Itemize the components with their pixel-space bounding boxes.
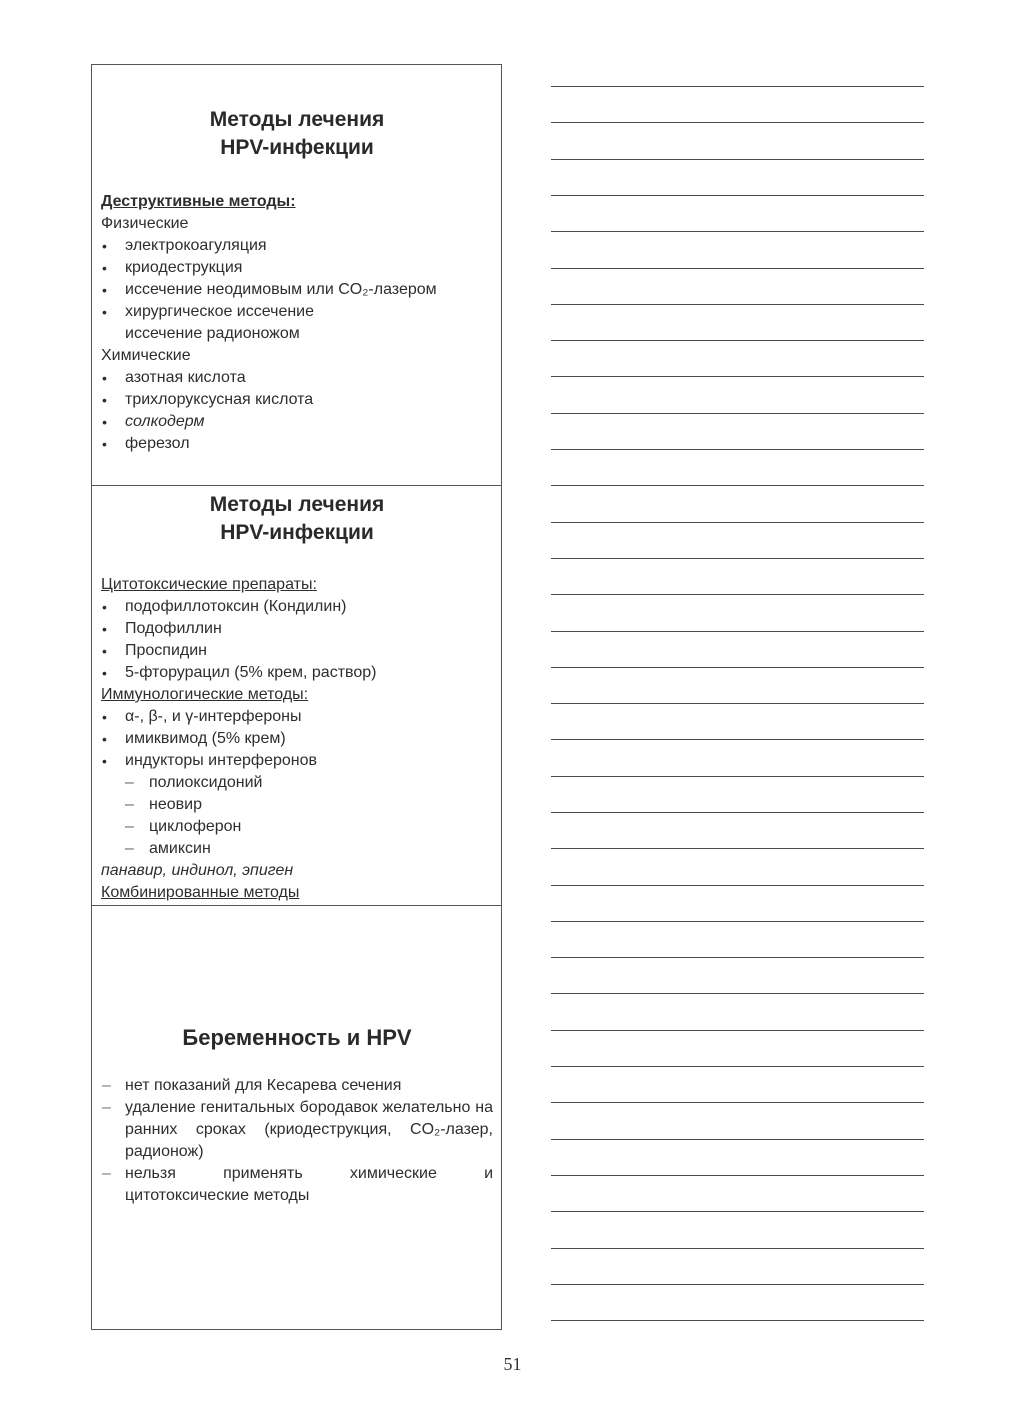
- note-line: [551, 1139, 924, 1140]
- destructive-heading: Деструктивные методы:: [101, 193, 296, 210]
- page-number: 51: [503, 1354, 522, 1374]
- note-line: [551, 195, 924, 196]
- chemical-list: [101, 367, 493, 455]
- list-item: • индукторы интерферонов: [101, 750, 493, 772]
- note-line: [551, 993, 924, 994]
- note-line: [551, 159, 924, 160]
- slide-title: [101, 106, 493, 162]
- slide-title: Беременность и HPV: [182, 1025, 412, 1050]
- physical-extra: иссечение радионожом: [125, 325, 300, 342]
- list-item: – удаление генитальных бородавок желательно на ранних сроках (криодеструкция, CO₂-лазер, радионож): [101, 1097, 493, 1163]
- note-line: [551, 231, 924, 232]
- list-item: • криодеструкция: [101, 257, 493, 279]
- physical-list: [101, 235, 493, 323]
- immuno-list: [101, 706, 493, 772]
- list-item: • хирургическое иссечение: [101, 301, 493, 323]
- slide-treatment-methods-1: [92, 65, 501, 486]
- list-item: • ферезол: [101, 433, 493, 455]
- note-line: [551, 340, 924, 341]
- list-item: – циклоферон: [125, 816, 493, 838]
- chemical-label: Химические: [101, 347, 191, 364]
- note-line: [551, 703, 924, 704]
- note-line: [551, 86, 924, 87]
- title-line-2: HPV-инфекции: [220, 521, 374, 544]
- cytotoxic-list: [101, 596, 493, 684]
- list-item: • электрокоагуляция: [101, 235, 493, 257]
- note-line: [551, 558, 924, 559]
- note-line: [551, 1030, 924, 1031]
- note-line: [551, 957, 924, 958]
- note-line: [551, 522, 924, 523]
- list-item: • азотная кислота: [101, 367, 493, 389]
- note-line: [551, 1320, 924, 1321]
- list-item: • солкодерм: [101, 411, 493, 433]
- cytotoxic-heading: Цитотоксические препараты:: [101, 576, 317, 593]
- note-line: [551, 776, 924, 777]
- slide-title: [101, 491, 493, 547]
- note-line: [551, 122, 924, 123]
- notes-lines: [551, 0, 924, 1428]
- slide-treatment-methods-2: [92, 486, 501, 906]
- title-line-2: HPV-инфекции: [220, 136, 374, 159]
- list-item: • подофиллотоксин (Кондилин): [101, 596, 493, 618]
- note-line: [551, 376, 924, 377]
- list-item: • Подофиллин: [101, 618, 493, 640]
- list-item: – полиоксидоний: [125, 772, 493, 794]
- note-line: [551, 1248, 924, 1249]
- note-line: [551, 449, 924, 450]
- list-item: • 5-фторурацил (5% крем, раствор): [101, 662, 493, 684]
- slide-pregnancy-hpv: [92, 906, 501, 1331]
- slide-content: [101, 574, 493, 904]
- note-line: [551, 485, 924, 486]
- note-line: [551, 848, 924, 849]
- title-line-1: Методы лечения: [209, 493, 385, 516]
- note-line: [551, 631, 924, 632]
- note-line: [551, 812, 924, 813]
- slides-column: [91, 64, 502, 1330]
- note-line: [551, 921, 924, 922]
- combined-methods: Комбинированные методы: [101, 884, 300, 901]
- list-item: • иссечение неодимовым или CO₂-лазером: [101, 279, 493, 301]
- list-item: – амиксин: [125, 838, 493, 860]
- note-line: [551, 739, 924, 740]
- list-item: – нет показаний для Кесарева сечения: [101, 1075, 493, 1097]
- immuno-heading: Иммунологические методы:: [101, 686, 309, 703]
- title-line-1: Методы лечения: [209, 108, 385, 131]
- physical-label: Физические: [101, 215, 189, 232]
- slide-content: [101, 191, 493, 455]
- note-line: [551, 1284, 924, 1285]
- note-line: [551, 667, 924, 668]
- pregnancy-list: [101, 1075, 493, 1207]
- list-item: • Проспидин: [101, 640, 493, 662]
- note-line: [551, 1175, 924, 1176]
- slide-content: [101, 1075, 493, 1207]
- list-item: • α-, β-, и γ-интерфероны: [101, 706, 493, 728]
- list-item: – нельзя применять химические и цитотоксические методы: [101, 1163, 493, 1207]
- list-item: – неовир: [125, 794, 493, 816]
- note-line: [551, 1066, 924, 1067]
- note-line: [551, 268, 924, 269]
- list-item: • трихлоруксусная кислота: [101, 389, 493, 411]
- note-line: [551, 594, 924, 595]
- note-line: [551, 413, 924, 414]
- note-line: [551, 1102, 924, 1103]
- other-agents: панавир, индинол, эпиген: [101, 862, 294, 879]
- note-line: [551, 304, 924, 305]
- list-item: • имиквимод (5% крем): [101, 728, 493, 750]
- note-line: [551, 1211, 924, 1212]
- inducers-list: [101, 772, 493, 860]
- note-line: [551, 885, 924, 886]
